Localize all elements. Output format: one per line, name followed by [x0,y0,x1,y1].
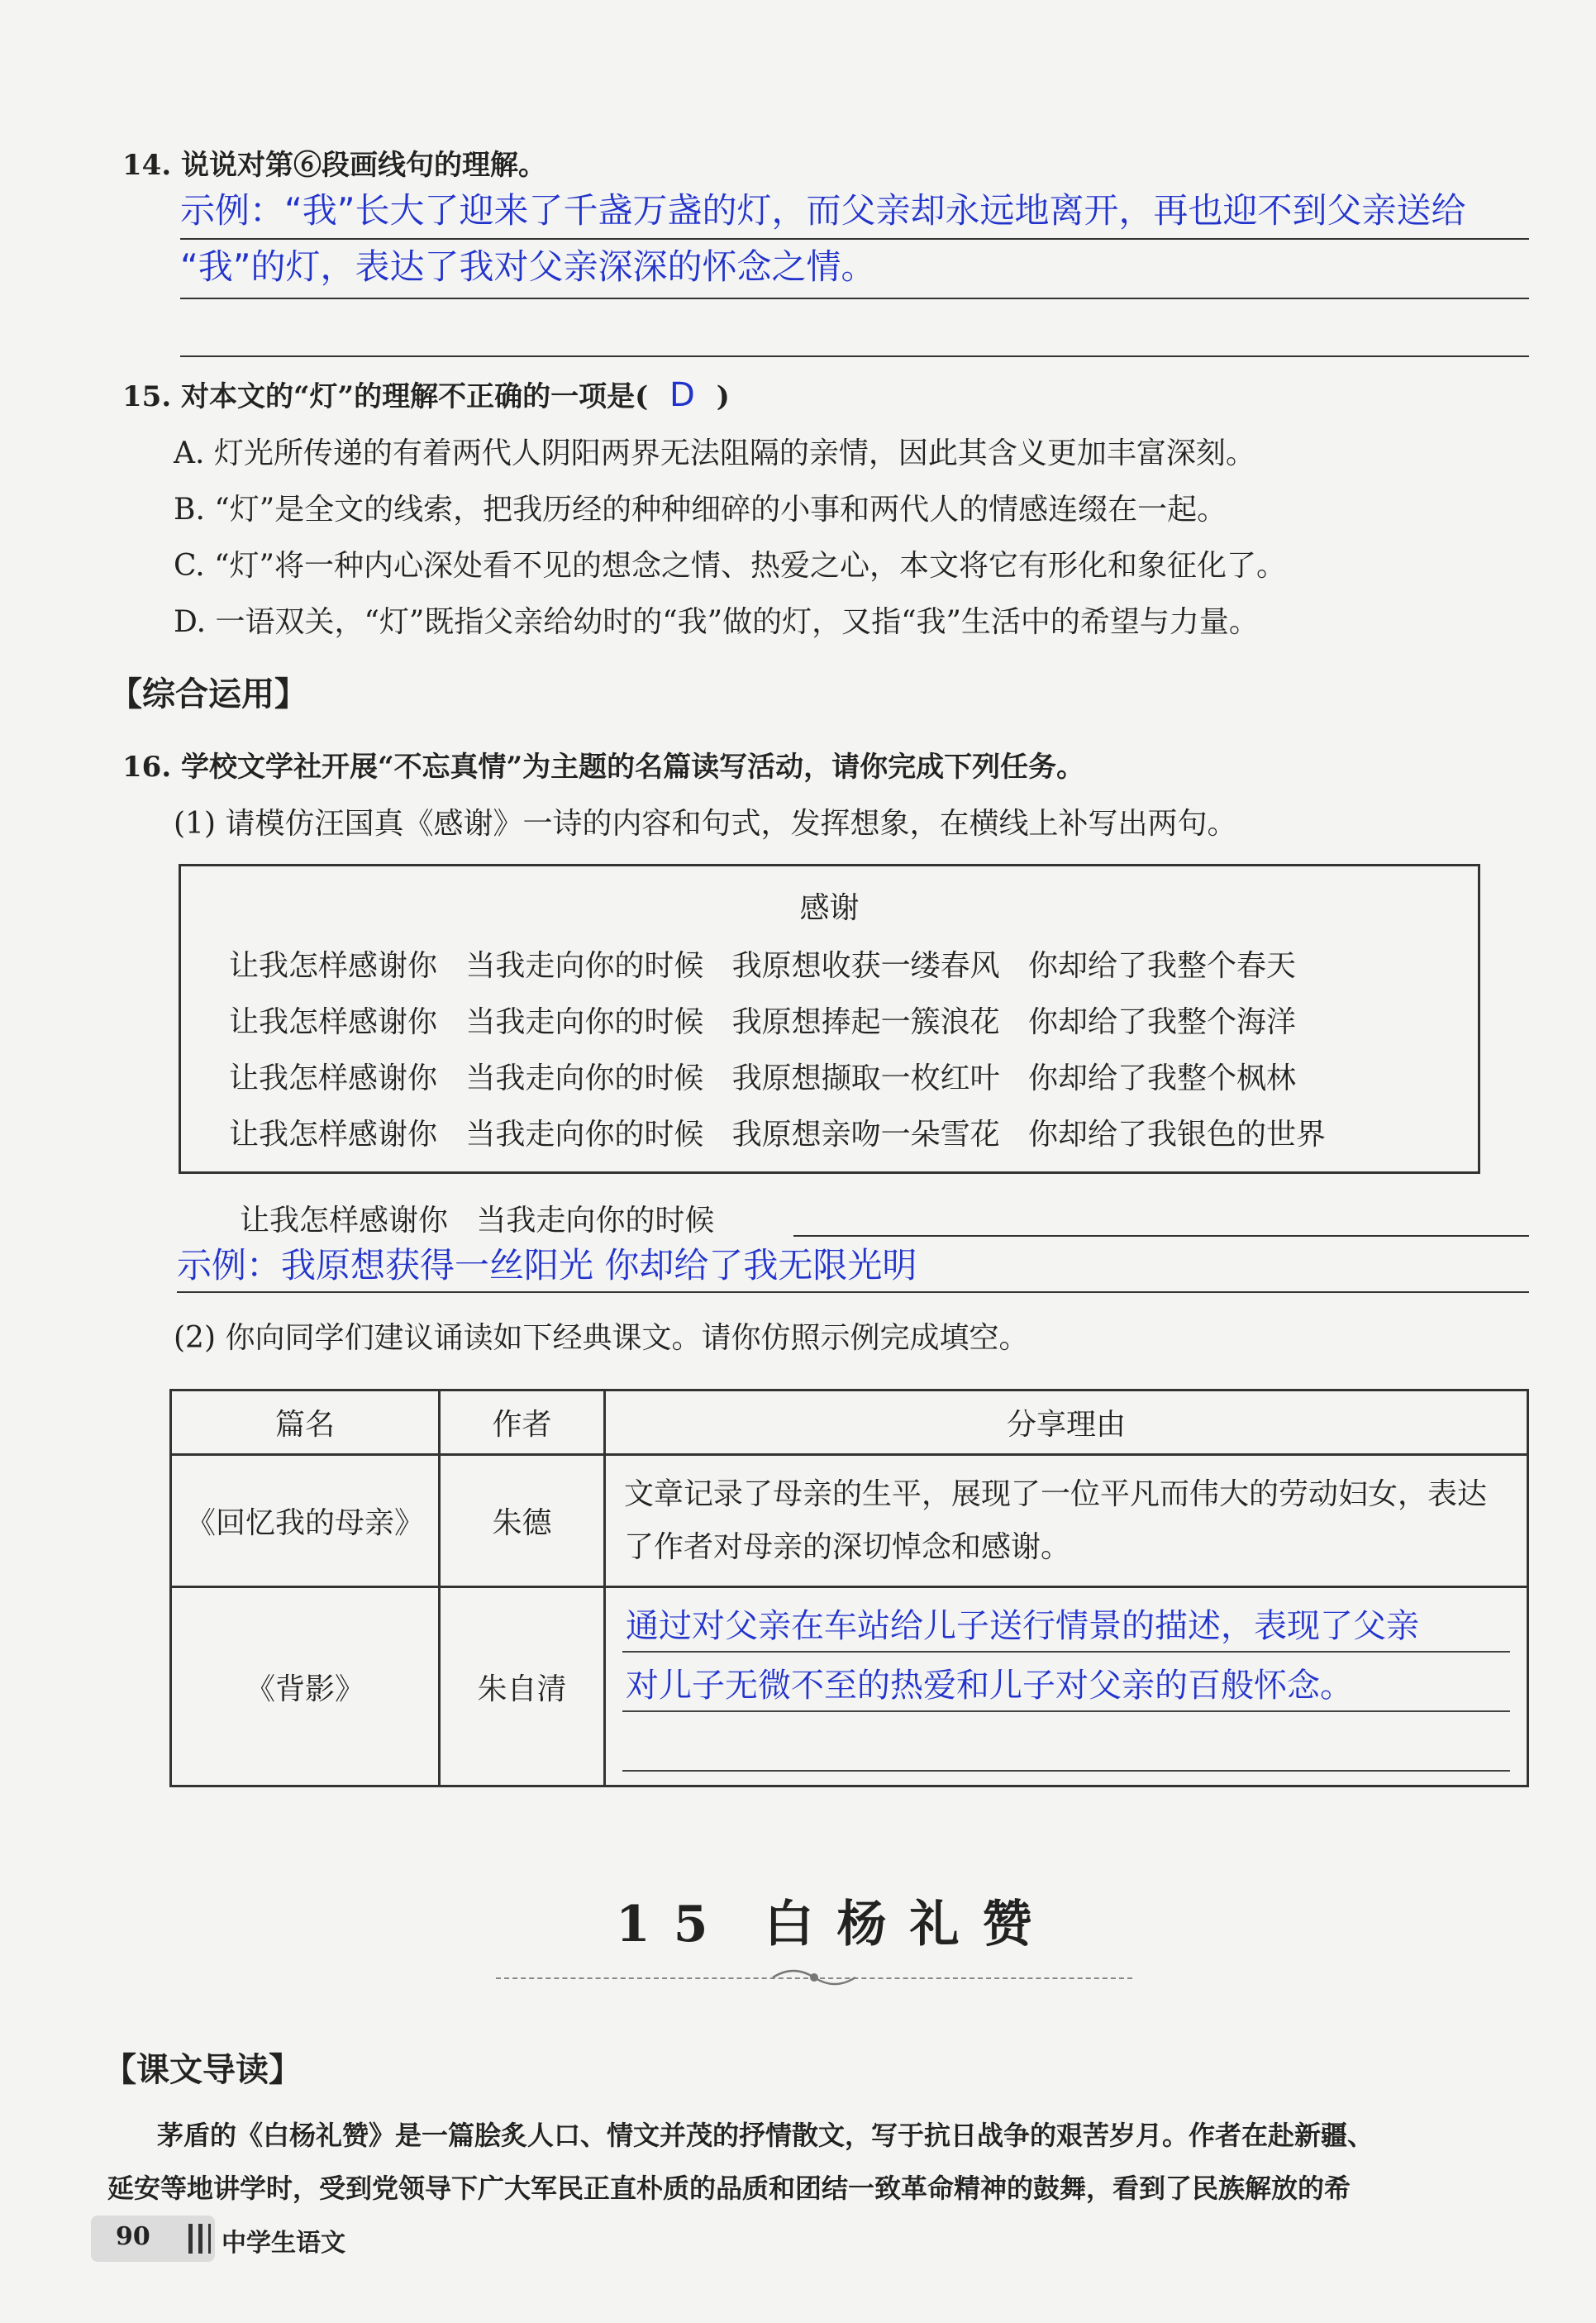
q16-sub2: (2) 你向同学们建议诵读如下经典课文。请你仿照示例完成填空。 [174,1321,1029,1355]
q15-option-c: C. “灯”将一种内心深处看不见的想念之情、热爱之心，本文将它有形化和象征化了。 [174,549,1286,583]
fill-line[interactable] [177,1291,1529,1293]
q16-fill-answer: 示例：我原想获得一丝阳光 你却给了我无限光明 [177,1245,917,1286]
row-title: 《背影》 [171,1587,440,1786]
footer-bar-icon [208,2224,211,2254]
poem-line: 让我怎样感谢你 当我走向你的时候 我原想捧起一簇浪花 你却给了我整个海洋 [229,1005,1296,1039]
header-author: 作者 [440,1390,605,1455]
q15-answer: D [669,376,695,414]
reason-fill-line[interactable] [622,1712,1510,1772]
row-reason-line1: 通过对父亲在车站给儿子送行情景的描述，表现了父亲 [626,1607,1419,1645]
page-number-badge [91,2216,215,2262]
book-title: 中学生语文 [222,2229,345,2258]
header-title: 篇名 [171,1390,440,1455]
poem-line: 让我怎样感谢你 当我走向你的时候 我原想收获一缕春风 你却给了我整个春天 [229,949,1296,983]
share-table [169,1389,1529,1787]
ornament-icon [769,1964,860,1991]
intro-line: 茅盾的《白杨礼赞》是一篇脍炙人口、情文并茂的抒情散文，写于抗日战争的艰苦岁月。作者在赴新疆、 [157,2120,1374,2151]
row-author: 朱自清 [440,1587,605,1786]
answer-line [180,298,1529,299]
footer-bar-icon [198,2224,202,2254]
row-author: 朱德 [440,1455,605,1587]
table-row [171,1587,1528,1786]
row-title: 《回忆我的母亲》 [171,1455,440,1587]
section-heading-daodu: 【课文导读】 [103,2051,302,2089]
q15-option-d: D. 一语双关，“灯”既指父亲给幼时的“我”做的灯，又指“我”生活中的希望与力量。 [174,605,1259,639]
chapter-title: 白杨礼赞 [764,1896,1055,1953]
intro-line: 延安等地讲学时，受到党领导下广大军民正直朴质的品质和团结一致革命精神的鼓舞，看到了民族解放的希 [107,2173,1351,2204]
chapter-number: 15 [616,1896,731,1953]
q16-title: 16. 学校文学社开展“不忘真情”为主题的名篇读写活动，请你完成下列任务。 [122,751,1085,784]
poem-box [179,864,1480,1174]
q15-title-close: ) [716,380,730,413]
row-reason-line2: 对儿子无微不至的热爱和儿子对父亲的百般怀念。 [626,1667,1353,1705]
poem-line: 让我怎样感谢你 当我走向你的时候 我原想亲吻一朵雪花 你却给了我银色的世界 [229,1118,1326,1152]
reason-fill-line[interactable] [622,1653,1510,1712]
q14-answer-line1: 示例：“我”长大了迎来了千盏万盏的灯，而父亲却永远地离开，再也迎不到父亲送给 [180,190,1466,231]
table-row [171,1455,1528,1587]
page-number: 90 [116,2222,150,2251]
q14-title: 14. 说说对第⑥段画线句的理解。 [122,149,546,182]
q15-option-b: B. “灯”是全文的线索，把我历经的种种细碎的小事和两代人的情感连缀在一起。 [174,493,1227,527]
row-reason-cell [605,1587,1528,1786]
section-heading-zonghe: 【综合运用】 [109,675,307,713]
footer-bar-icon [188,2224,193,2254]
row-reason: 文章记录了母亲的生平，展现了一位平凡而伟大的劳动妇女，表达了作者对母亲的深切悼念和感谢。 [605,1455,1528,1587]
chapter-heading [616,1885,1055,1956]
q16-fill-prefix: 让我怎样感谢你 当我走向你的时候 [240,1204,715,1238]
q16-sub1: (1) 请模仿汪国真《感谢》一诗的内容和句式，发挥想象，在横线上补写出两句。 [174,807,1237,841]
q14-answer-line2: “我”的灯，表达了我对父亲深深的怀念之情。 [180,246,876,287]
reason-fill-line[interactable] [622,1593,1510,1653]
q15-title-text: 15. 对本文的“灯”的理解不正确的一项是( [122,380,649,413]
poem-title: 感谢 [799,891,860,925]
q15-option-a: A. 灯光所传递的有着两代人阴阳两界无法阻隔的亲情，因此其含义更加丰富深刻。 [174,436,1255,470]
fill-line[interactable] [793,1235,1529,1237]
table-header-row [171,1390,1528,1455]
q15-title [122,374,730,414]
answer-line [180,355,1529,357]
poem-line: 让我怎样感谢你 当我走向你的时候 我原想撷取一枚红叶 你却给了我整个枫林 [229,1061,1296,1095]
header-reason: 分享理由 [605,1390,1528,1455]
